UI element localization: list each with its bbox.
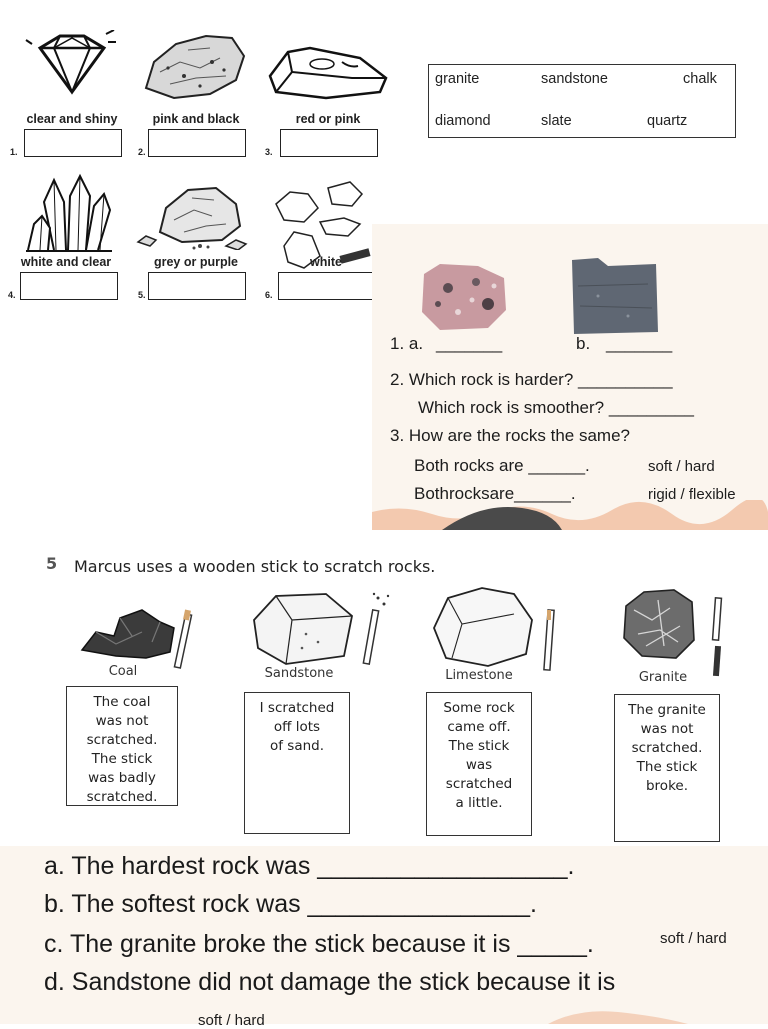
coal-result-box: The coal was not scratched. The stick was badly scratched.	[66, 686, 178, 806]
sentence-d: d. Sandstone did not damage the stick because it is	[44, 968, 616, 996]
word-bank	[428, 64, 736, 138]
q1-b-blank[interactable]: _______	[606, 334, 673, 353]
sentence-b: b. The softest rock was ________________.	[44, 890, 537, 918]
rock-name: Granite	[638, 670, 688, 685]
slate-photo	[568, 256, 660, 336]
item-number: 2.	[138, 147, 146, 157]
item-label: pink and black	[152, 112, 240, 126]
jasper-rock-icon	[262, 34, 392, 104]
section-title: Marcus uses a wooden stick to scratch rocks.	[74, 557, 436, 576]
question-2: 2. Which rock is harder? __________	[390, 370, 673, 389]
item-label: red or pink	[295, 112, 361, 126]
rock-id-section	[0, 20, 400, 320]
question-2b: Which rock is smoother? _________	[418, 398, 694, 417]
word-bank-item: quartz	[647, 113, 688, 129]
sentence-both-rocks-2: Bothrocksare______.	[414, 484, 576, 503]
granite-result-box: The granite was not scratched. The stick broke.	[614, 694, 720, 842]
item-label: clear and shiny	[26, 112, 118, 126]
granite-photo	[418, 260, 510, 332]
answer-box-3[interactable]	[280, 129, 378, 157]
item-number: 6.	[265, 290, 273, 300]
question-number: 5	[46, 554, 58, 573]
answer-box-1[interactable]	[24, 129, 122, 157]
rock-name: Coal	[108, 664, 138, 679]
item-number: 1.	[10, 147, 18, 157]
item-number: 3.	[265, 147, 273, 157]
decorative-wave	[372, 500, 768, 530]
word-bank-item: sandstone	[541, 71, 608, 87]
answer-box-5[interactable]	[148, 272, 246, 300]
limestone-icon	[428, 584, 568, 674]
item-label: white and clear	[20, 255, 112, 269]
diamond-icon	[22, 30, 122, 100]
options-rigid-flexible: rigid / flexible	[648, 486, 736, 503]
word-bank-item: diamond	[435, 113, 491, 129]
sentence-a: a. The hardest rock was __________________.	[44, 852, 575, 880]
compare-rocks-section	[372, 224, 768, 530]
rock-name: Limestone	[445, 668, 513, 683]
item-number: 4.	[8, 290, 16, 300]
word-bank-item: chalk	[683, 71, 717, 87]
options-soft-hard: soft / hard	[648, 458, 715, 475]
word-bank-item: granite	[435, 71, 480, 87]
word-bank-item: slate	[541, 113, 572, 129]
options-soft-hard: soft / hard	[198, 1012, 265, 1029]
decorative-blob	[548, 1008, 688, 1024]
answer-box-4[interactable]	[20, 272, 118, 300]
coal-icon	[76, 592, 216, 672]
sentence-both-rocks-1: Both rocks are ______.	[414, 456, 590, 475]
options-soft-hard: soft / hard	[660, 930, 727, 947]
q1-a-label: 1. a.	[390, 334, 424, 353]
rock-name: Sandstone	[264, 666, 334, 681]
q1-a-blank[interactable]: _______	[436, 334, 503, 353]
question-3: 3. How are the rocks the same?	[390, 426, 631, 445]
rock-icon	[140, 32, 250, 102]
rock-pile-icon	[134, 180, 254, 250]
crystal-cluster-icon	[24, 172, 114, 254]
sentences-section	[0, 846, 768, 1029]
item-label: grey or purple	[153, 255, 239, 269]
q1-b-label: b.	[576, 334, 591, 353]
sentence-c: c. The granite broke the stick because it is _____.	[44, 930, 594, 958]
sandstone-result-box: I scratched off lots of sand.	[244, 692, 350, 834]
answer-box-6[interactable]	[278, 272, 376, 300]
scratch-test-section	[18, 534, 740, 844]
item-number: 5.	[138, 290, 146, 300]
sandstone-icon	[246, 590, 396, 670]
limestone-result-box: Some rock came off. The stick was scratched a little.	[426, 692, 532, 836]
item-label: white	[310, 255, 342, 269]
answer-box-2[interactable]	[148, 129, 246, 157]
